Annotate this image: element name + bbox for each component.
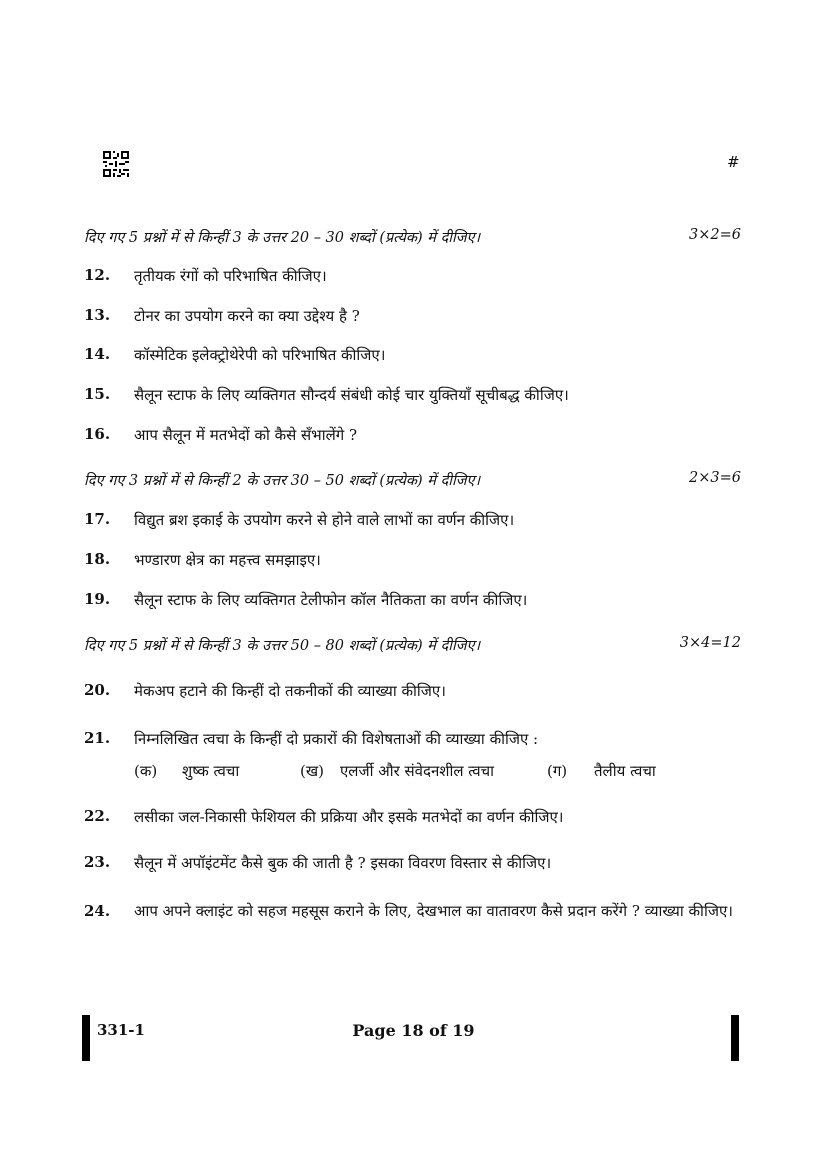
question-text: सैलून स्टाफ के लिए व्यक्तिगत सौन्दर्य संबंधी कोई चार युक्तियाँ सूचीबद्ध कीजिए।: [134, 386, 569, 404]
question-text: लसीका जल-निकासी फेशियल की प्रक्रिया और इसके मतभेदों का वर्णन कीजिए।: [134, 808, 564, 826]
question-number: 21.: [84, 729, 111, 747]
section-marks: 3×2=6: [689, 227, 741, 243]
option-text: तैलीय त्वचा: [594, 762, 656, 780]
question-number: 20.: [84, 681, 111, 699]
paper-code: 331-1: [97, 1021, 145, 1039]
skin-type-options: [134, 761, 694, 783]
question-number: 15.: [84, 385, 111, 403]
section-instruction: [84, 470, 741, 490]
section-instruction-text: दिए गए 5 प्रश्नों में से किन्हीं 3 के उत्तर 50 – 80 शब्दों (प्रत्येक) में दीजिए।: [84, 638, 481, 654]
question-number: 17.: [84, 510, 111, 528]
section-instruction: [84, 227, 741, 247]
question-number: 22.: [84, 807, 111, 825]
section-instruction-text: दिए गए 5 प्रश्नों में से किन्हीं 3 के उत्तर 20 – 30 शब्दों (प्रत्येक) में दीजिए।: [84, 230, 481, 246]
question-number: 23.: [84, 853, 111, 871]
section-marks: 3×4=12: [679, 635, 741, 651]
question-text: निम्नलिखित त्वचा के किन्हीं दो प्रकारों की विशेषताओं की व्याख्या कीजिए :: [134, 730, 539, 748]
question-text: आप सैलून में मतभेदों को कैसे सँभालेंगे ?: [134, 426, 358, 444]
question-number: 16.: [84, 425, 111, 443]
question-number: 24.: [84, 902, 111, 920]
option-label: (ख): [300, 762, 324, 780]
question-text: आप अपने क्लाइंट को सहज महसूस कराने के लिए, देखभाल का वातावरण कैसे प्रदान करेंगे ? व्याख्या कीजिए।: [134, 902, 733, 920]
section-instruction-text: दिए गए 3 प्रश्नों में से किन्हीं 2 के उत्तर 30 – 50 शब्दों (प्रत्येक) में दीजिए।: [84, 473, 481, 489]
question-text: कॉस्मेटिक इलेक्ट्रोथेरेपी को परिभाषित कीजिए।: [134, 346, 386, 364]
option-text: एलर्जी और संवेदनशील त्वचा: [340, 762, 495, 780]
question-text: सैलून स्टाफ के लिए व्यक्तिगत टेलीफोन कॉल नैतिकता का वर्णन कीजिए।: [134, 591, 528, 609]
option-text: शुष्क त्वचा: [182, 762, 240, 780]
qr-code-icon: [103, 151, 129, 177]
section-marks: 2×3=6: [689, 470, 741, 486]
question-number: 12.: [84, 266, 111, 284]
question-number: 18.: [84, 550, 111, 568]
question-text: सैलून में अपॉइंटमेंट कैसे बुक की जाती है ? इसका विवरण विस्तार से कीजिए।: [134, 854, 552, 872]
question-text: भण्डारण क्षेत्र का महत्त्व समझाइए।: [134, 551, 321, 569]
header-hash: #: [727, 153, 740, 171]
section-instruction: [84, 635, 741, 655]
page-number: Page 18 of 19: [352, 1021, 475, 1040]
question-text: मेकअप हटाने की किन्हीं दो तकनीकों की व्याख्या कीजिए।: [134, 682, 446, 700]
question-number: 19.: [84, 590, 111, 608]
option-label: (ग): [547, 762, 568, 780]
question-number: 14.: [84, 345, 111, 363]
question-text: विद्युत ब्रश इकाई के उपयोग करने से होने वाले लाभों का वर्णन कीजिए।: [134, 511, 515, 529]
footer-bar-right: [731, 1015, 739, 1061]
question-text: तृतीयक रंगों को परिभाषित कीजिए।: [134, 267, 327, 285]
question-text: टोनर का उपयोग करने का क्या उद्देश्य है ?: [134, 307, 360, 325]
question-number: 13.: [84, 306, 111, 324]
option-label: (क): [134, 762, 158, 780]
